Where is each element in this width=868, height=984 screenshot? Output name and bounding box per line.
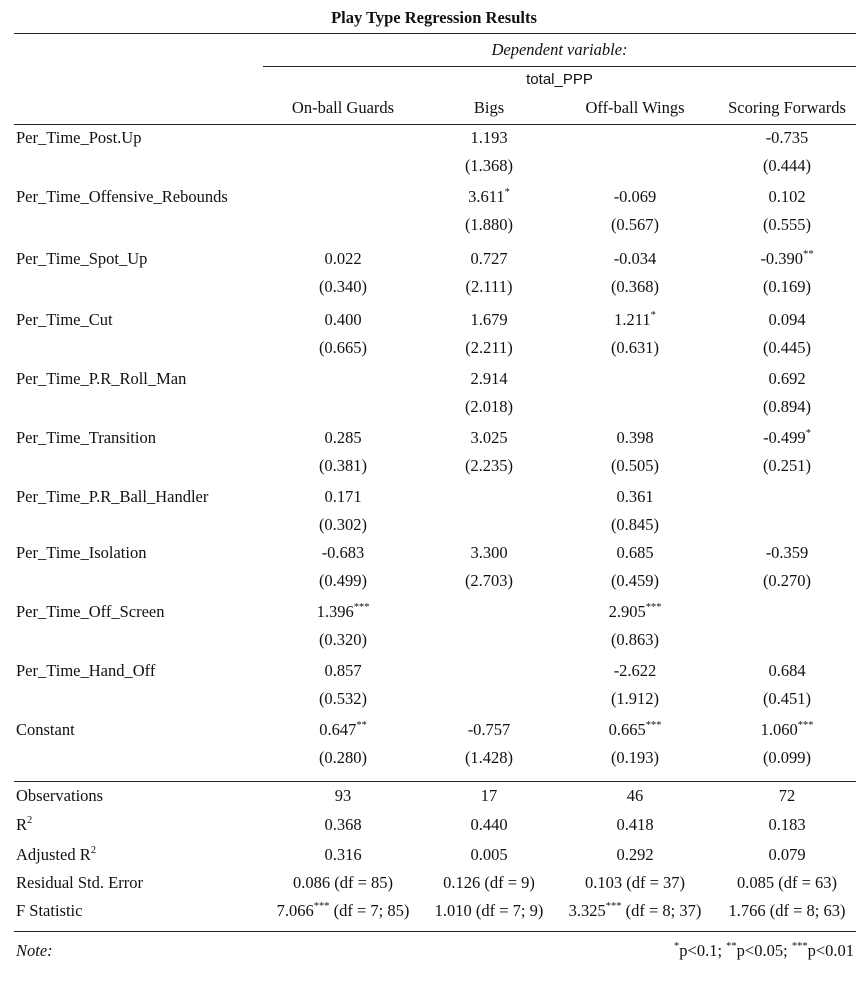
standard-error-cell: (1.912) (610, 689, 660, 708)
coefficient-cell (258, 720, 428, 740)
statistic-cell (414, 873, 564, 893)
coefficient-value: -0.735 (765, 128, 809, 147)
sig-text-2: p<0.05; (736, 941, 792, 960)
statistic-value: 1.010 (df = 7; 9) (434, 901, 544, 920)
sig-stars-1: * (674, 941, 680, 952)
standard-error-cell: (0.532) (318, 689, 368, 708)
statistic-cell (560, 845, 710, 865)
coefficient-cell (550, 310, 720, 330)
standard-error-cell: (2.703) (464, 571, 514, 590)
significance-stars: *** (797, 720, 814, 731)
coefficient-value: -0.683 (321, 543, 365, 562)
row-label: Constant (16, 720, 75, 739)
sig-text-3: p<0.01 (807, 941, 854, 960)
statistic-cell (268, 815, 418, 835)
standard-error-cell: (0.280) (318, 748, 368, 767)
coefficient-cell (550, 428, 720, 448)
significance-stars: ** (356, 720, 367, 731)
statistic-value: 46 (626, 786, 644, 805)
statistic-suffix: (df = 7; 85) (329, 901, 410, 920)
statistic-label (16, 845, 96, 865)
statistic-label (16, 786, 103, 806)
statistic-label-text: Adjusted R (16, 845, 91, 864)
standard-error-cell: (1.428) (464, 748, 514, 767)
coefficient-cell (550, 249, 720, 269)
row-label: Per_Time_Transition (16, 428, 156, 447)
statistic-cell (268, 845, 418, 865)
coefficient-cell (404, 428, 574, 448)
coefficient-value: 2.905 (608, 602, 646, 621)
coefficient-cell (258, 661, 428, 681)
column-header: Off-ball Wings (585, 98, 685, 117)
coefficient-value: -0.034 (613, 249, 657, 268)
standard-error-cell: (0.169) (762, 277, 812, 296)
statistic-label (16, 815, 32, 835)
significance-legend (674, 941, 854, 961)
standard-error-cell: (0.894) (762, 397, 812, 416)
standard-error-cell: (1.880) (464, 215, 514, 234)
statistic-value: 1.766 (df = 8; 63) (728, 901, 846, 920)
coefficient-value: 2.914 (470, 369, 508, 388)
significance-stars: ** (803, 249, 814, 260)
statistic-cell (414, 845, 564, 865)
coefficient-cell (258, 602, 428, 622)
coefficient-value: 3.611 (468, 187, 505, 206)
coefficient-value: 0.400 (324, 310, 362, 329)
sig-stars-3: *** (791, 941, 808, 952)
statistic-value: 0.440 (470, 815, 508, 834)
coefficient-cell (702, 543, 868, 563)
standard-error-cell: (0.555) (762, 215, 812, 234)
standard-error-cell: (2.235) (464, 456, 514, 475)
dependent-variable-name: total_PPP (526, 71, 593, 88)
coefficient-cell (258, 428, 428, 448)
coefficient-cell (550, 602, 720, 622)
statistic-value: 7.066 (276, 901, 314, 920)
coefficient-cell (550, 487, 720, 507)
statistic-cell (560, 815, 710, 835)
coefficient-value: 0.398 (616, 428, 654, 447)
significance-stars: *** (353, 602, 370, 613)
coefficient-cell (702, 661, 868, 681)
coefficient-value: 1.193 (470, 128, 508, 147)
standard-error-cell: (2.111) (465, 277, 513, 296)
coefficient-cell (404, 128, 574, 148)
column-header: Bigs (473, 98, 505, 117)
coefficient-cell (702, 187, 868, 207)
coefficient-value: 0.094 (768, 310, 806, 329)
coefficient-cell (258, 487, 428, 507)
coefficient-cell (550, 187, 720, 207)
statistic-value: 0.418 (616, 815, 654, 834)
coefficient-cell (702, 310, 868, 330)
statistic-value: 0.103 (df = 37) (584, 873, 686, 892)
coefficient-value: 0.285 (324, 428, 362, 447)
sig-stars-2: ** (726, 941, 737, 952)
stats-rule (14, 781, 856, 782)
statistic-cell (268, 786, 418, 806)
coefficient-value: 0.022 (324, 249, 362, 268)
statistic-label (16, 873, 143, 893)
significance-stars: * (504, 187, 510, 198)
statistic-cell (268, 901, 418, 921)
standard-error-cell: (0.270) (762, 571, 812, 590)
statistic-value: 0.126 (df = 9) (443, 873, 535, 892)
standard-error-cell: (0.499) (318, 571, 368, 590)
statistic-value: 72 (778, 786, 796, 805)
coefficient-cell (404, 369, 574, 389)
coefficient-value: 0.171 (324, 487, 362, 506)
row-label: Per_Time_Spot_Up (16, 249, 148, 268)
coefficient-cell (550, 661, 720, 681)
coefficient-value: -0.069 (613, 187, 657, 206)
dependent-variable-rule (263, 66, 856, 67)
coefficient-value: 1.679 (470, 310, 508, 329)
standard-error-cell: (0.320) (318, 630, 368, 649)
row-label: Per_Time_Post.Up (16, 128, 142, 147)
standard-error-cell: (0.381) (318, 456, 368, 475)
statistic-value: 93 (334, 786, 352, 805)
standard-error-cell: (0.567) (610, 215, 660, 234)
row-label: Per_Time_Isolation (16, 543, 147, 562)
statistic-label (16, 901, 82, 921)
coefficient-value: 1.211 (614, 310, 651, 329)
statistic-value: 0.005 (470, 845, 508, 864)
standard-error-cell: (0.340) (318, 277, 368, 296)
statistic-value: 0.316 (324, 845, 362, 864)
coefficient-cell (404, 720, 574, 740)
statistic-cell (268, 873, 418, 893)
statistic-value: 0.292 (616, 845, 654, 864)
statistic-cell (560, 901, 710, 921)
statistic-cell (414, 815, 564, 835)
coefficient-cell (702, 128, 868, 148)
dependent-variable-caption: Dependent variable: (491, 40, 628, 59)
coefficient-value: -2.622 (613, 661, 657, 680)
significance-stars: * (805, 428, 811, 439)
coefficient-value: 0.692 (768, 369, 806, 388)
standard-error-cell: (0.368) (610, 277, 660, 296)
statistic-cell (560, 873, 710, 893)
row-label: Per_Time_Cut (16, 310, 113, 329)
statistic-cell (712, 815, 862, 835)
coefficient-cell (550, 720, 720, 740)
coefficient-value: -0.757 (467, 720, 511, 739)
standard-error-cell: (0.505) (610, 456, 660, 475)
standard-error-cell: (0.845) (610, 515, 660, 534)
coefficient-value: 0.361 (616, 487, 654, 506)
coefficient-value: -0.359 (765, 543, 809, 562)
coefficient-cell (702, 720, 868, 740)
coefficient-cell (702, 369, 868, 389)
coefficient-value: -0.390 (760, 249, 804, 268)
significance-stars: *** (313, 901, 330, 912)
coefficient-cell (702, 249, 868, 269)
standard-error-cell: (0.193) (610, 748, 660, 767)
coefficient-cell (258, 249, 428, 269)
sig-text-1: p<0.1; (679, 941, 727, 960)
statistic-cell (712, 845, 862, 865)
table-title: Play Type Regression Results (331, 8, 537, 27)
standard-error-cell: (0.099) (762, 748, 812, 767)
standard-error-cell: (0.451) (762, 689, 812, 708)
coefficient-value: 0.647 (319, 720, 357, 739)
coefficient-cell (550, 543, 720, 563)
statistic-suffix: (df = 8; 37) (621, 901, 702, 920)
statistic-label-text: F Statistic (16, 901, 83, 920)
standard-error-cell: (0.444) (762, 156, 812, 175)
statistic-cell (712, 901, 862, 921)
coefficient-cell (258, 543, 428, 563)
coefficient-cell (702, 428, 868, 448)
cropped-heading-fragment (150, 0, 290, 6)
statistic-value: 0.086 (df = 85) (292, 873, 394, 892)
row-label: Per_Time_Off_Screen (16, 602, 165, 621)
standard-error-cell: (0.302) (318, 515, 368, 534)
coefficient-value: 0.684 (768, 661, 806, 680)
coefficient-value: 0.727 (470, 249, 508, 268)
coefficient-cell (404, 187, 574, 207)
statistic-value: 17 (480, 786, 498, 805)
standard-error-cell: (0.665) (318, 338, 368, 357)
note-label: Note: (16, 941, 53, 960)
standard-error-cell: (0.251) (762, 456, 812, 475)
coefficient-value: 3.300 (470, 543, 508, 562)
standard-error-cell: (0.445) (762, 338, 812, 357)
standard-error-cell: (0.631) (610, 338, 660, 357)
standard-error-cell: (0.863) (610, 630, 660, 649)
coefficient-value: 0.665 (608, 720, 646, 739)
row-label: Per_Time_Offensive_Rebounds (16, 187, 228, 206)
top-rule (14, 33, 856, 34)
coefficient-value: 0.685 (616, 543, 654, 562)
statistic-cell (560, 786, 710, 806)
coefficient-value: 1.396 (316, 602, 354, 621)
standard-error-cell: (0.459) (610, 571, 660, 590)
statistic-value: 3.325 (568, 901, 606, 920)
standard-error-cell: (1.368) (464, 156, 514, 175)
row-label: Per_Time_P.R_Roll_Man (16, 369, 187, 388)
coefficient-cell (404, 249, 574, 269)
row-label: Per_Time_P.R_Ball_Handler (16, 487, 209, 506)
statistic-value: 0.368 (324, 815, 362, 834)
coefficient-value: -0.499 (763, 428, 806, 447)
statistic-label-superscript: 2 (27, 815, 33, 826)
row-label: Per_Time_Hand_Off (16, 661, 156, 680)
coefficient-cell (404, 310, 574, 330)
statistic-cell (712, 786, 862, 806)
standard-error-cell: (2.018) (464, 397, 514, 416)
coefficient-value: 1.060 (760, 720, 798, 739)
statistic-value: 0.085 (df = 63) (736, 873, 838, 892)
significance-stars: *** (645, 602, 662, 613)
significance-stars: *** (605, 901, 622, 912)
bottom-rule (14, 931, 856, 932)
significance-stars: *** (645, 720, 662, 731)
statistic-label-superscript: 2 (90, 845, 96, 856)
coefficient-value: 0.102 (768, 187, 806, 206)
statistic-cell (414, 901, 564, 921)
statistic-cell (414, 786, 564, 806)
statistic-label-text: Residual Std. Error (16, 873, 143, 892)
statistic-cell (712, 873, 862, 893)
coefficient-cell (404, 543, 574, 563)
coefficient-value: 3.025 (470, 428, 508, 447)
statistic-label-text: R (16, 815, 28, 834)
statistic-value: 0.079 (768, 845, 806, 864)
significance-stars: * (650, 310, 656, 321)
statistic-label-text: Observations (16, 786, 104, 805)
coefficient-value: 0.857 (324, 661, 362, 680)
statistic-value: 0.183 (768, 815, 806, 834)
standard-error-cell: (2.211) (465, 338, 513, 357)
coefficient-cell (258, 310, 428, 330)
header-rule (14, 124, 856, 125)
column-header: Scoring Forwards (728, 98, 846, 117)
column-header: On-ball Guards (291, 98, 395, 117)
